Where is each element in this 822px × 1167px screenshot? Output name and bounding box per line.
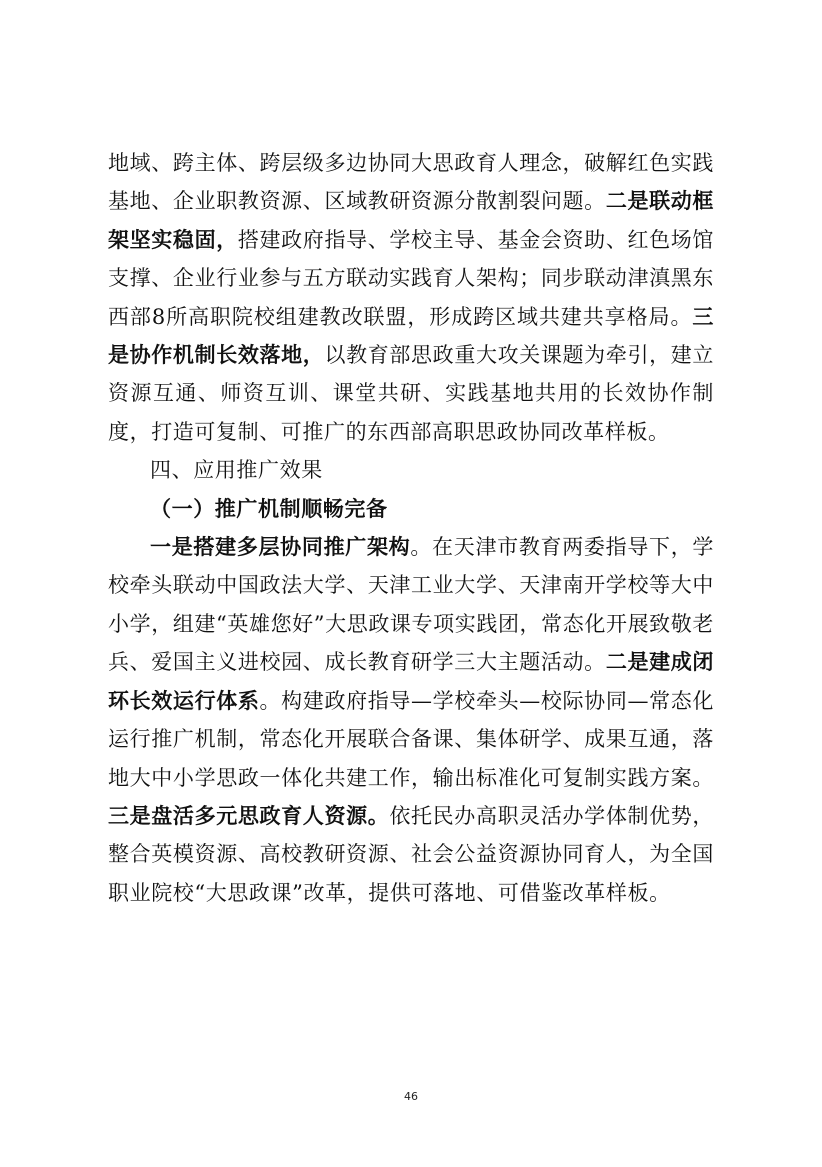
bold-phrase: 二是建成闭环长效运行体系 xyxy=(108,649,714,713)
text-run: 地域、跨主体、跨层级多边协同大思政育人理念，破解红色实践基地、企业职教资源、区域教研资源分散割裂问题。 xyxy=(108,151,714,214)
bold-phrase: 三是盘活多元思政育人资源。 xyxy=(108,802,390,828)
paragraph-continued xyxy=(108,144,714,451)
text-run: 搭建政府指导、学校主导、基金会资助、红色场馆支撑、企业行业参与五方联动实践育人架构；同步联动津滇黑东西部8所高职院校组建教改联盟，形成跨区域共建共享格局。 xyxy=(108,227,714,329)
body-text xyxy=(108,144,714,912)
bold-phrase: 二是联动框架坚实稳固， xyxy=(108,188,714,252)
text-run: 以教育部思政重大攻关课题为牵引，建立资源互通、师资互训、课堂共研、实践基地共用的长效协作制度，打造可复制、可推广的东西部高职思政协同改革样板。 xyxy=(108,343,714,444)
text-run: 。在天津市教育两委指导下，学校牵头联动中国政法大学、天津工业大学、天津南开学校等大中小学，组建“英雄您好”大思政课专项实践团，常态化开展致敬老兵、爱国主义进校园、成长教育研学三大主题活动。 xyxy=(108,535,715,675)
subsection-heading: （一）推广机制顺畅完备 xyxy=(150,495,388,521)
text-run: 。构建政府指导—学校牵头—校际协同—常态化运行推广机制，常态化开展联合备课、集体研学、成果互通，落地大中小学思政一体化共建工作，输出标准化可复制实践方案。 xyxy=(108,688,714,790)
bold-phrase: 一是搭建多层协同推广架构 xyxy=(150,534,411,560)
text-run: 依托民办高职灵活办学体制优势，整合英模资源、高校教研资源、社会公益资源协同育人，为全国职业院校“大思政课”改革，提供可落地、可借鉴改革样板。 xyxy=(108,803,714,905)
bold-phrase: 三是协作机制长效落地， xyxy=(108,303,714,368)
page-number: 46 xyxy=(404,1090,418,1103)
section-heading: 四、应用推广效果 xyxy=(150,458,323,483)
paragraph xyxy=(108,528,714,912)
